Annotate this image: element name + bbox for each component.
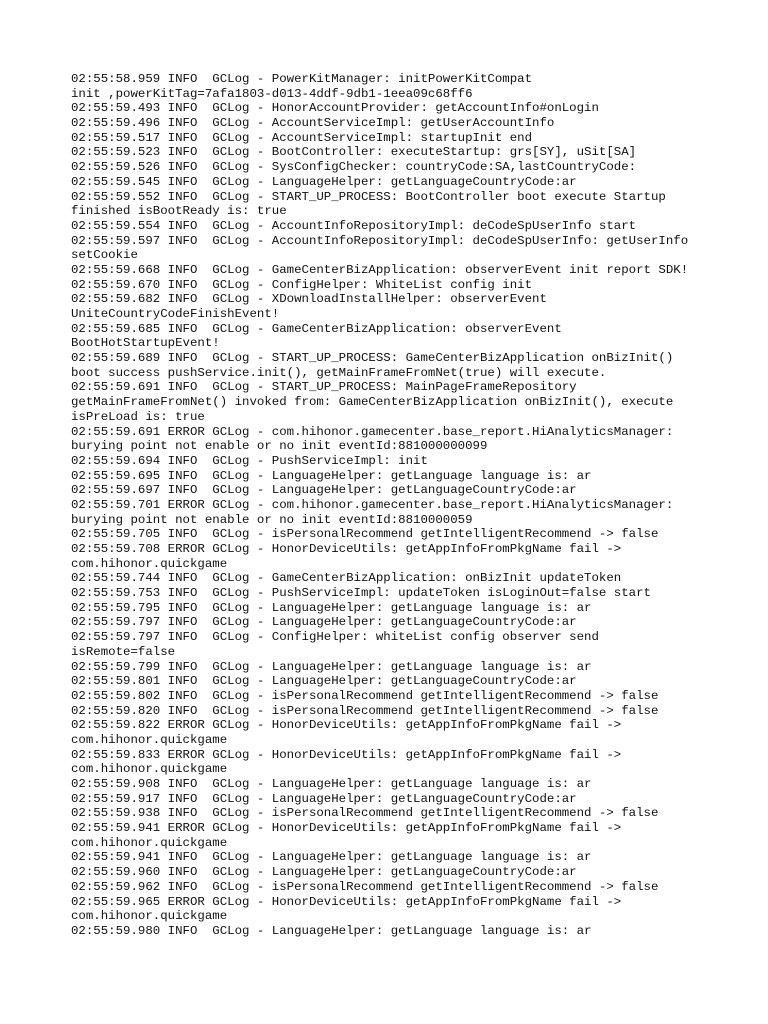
log-line: burying point not enable or no init eventId:8810000059 bbox=[71, 512, 473, 527]
log-line: getMainFrameFromNet() invoked from: GameCenterBizApplication onBizInit(), execute bbox=[71, 395, 674, 410]
log-line: setCookie bbox=[71, 248, 138, 263]
log-line: com.hihonor.quickgame bbox=[71, 835, 228, 850]
log-line: UniteCountryCodeFinishEvent! bbox=[71, 307, 280, 321]
log-line: 02:55:59.691 ERROR GCLog - com.hihonor.gamecenter.base_report.HiAnalyticsManager: bbox=[71, 424, 674, 439]
log-line: com.hihonor.quickgame bbox=[71, 909, 228, 924]
log-line: isRemote=false bbox=[71, 644, 176, 659]
log-line: 02:55:59.960 INFO GCLog - LanguageHelper: getLanguageCountryCode:ar bbox=[71, 865, 577, 880]
log-line: 02:55:59.820 INFO GCLog - isPersonalRecommend getIntelligentRecommend -> false bbox=[71, 703, 659, 718]
log-line: com.hihonor.quickgame bbox=[71, 762, 228, 777]
log-line: 02:55:59.691 INFO GCLog - START_UP_PROCESS: MainPageFrameRepository bbox=[71, 380, 577, 395]
log-line: 02:55:59.517 INFO GCLog - AccountServiceImpl: startupInit end bbox=[71, 130, 533, 145]
log-line: 02:55:59.552 INFO GCLog - START_UP_PROCESS: BootController boot execute Startup bbox=[71, 189, 666, 204]
log-line: 02:55:59.526 INFO GCLog - SysConfigChecker: countryCode:SA,lastCountryCode: bbox=[71, 160, 637, 175]
log-line: com.hihonor.quickgame bbox=[71, 732, 228, 747]
log-line: 02:55:59.917 INFO GCLog - LanguageHelper: getLanguageCountryCode:ar bbox=[71, 791, 577, 806]
log-line: 02:55:59.799 INFO GCLog - LanguageHelper: getLanguage language is: ar bbox=[71, 659, 592, 674]
log-text-block bbox=[71, 72, 731, 939]
log-line: 02:55:59.941 INFO GCLog - LanguageHelper: getLanguage language is: ar bbox=[71, 850, 592, 865]
log-line: 02:55:59.689 INFO GCLog - START_UP_PROCESS: GameCenterBizApplication onBizInit() bbox=[71, 351, 674, 366]
log-line: finished isBootReady is: true bbox=[71, 204, 287, 219]
log-line: 02:55:59.801 INFO GCLog - LanguageHelper: getLanguageCountryCode:ar bbox=[71, 674, 577, 689]
log-line: 02:55:59.938 INFO GCLog - isPersonalRecommend getIntelligentRecommend -> false bbox=[71, 806, 659, 821]
log-line: 02:55:59.668 INFO GCLog - GameCenterBizApplication: observerEvent init report SDK! bbox=[71, 262, 689, 277]
log-line: 02:55:59.694 INFO GCLog - PushServiceImpl: init bbox=[71, 453, 428, 468]
log-line: BootHotStartupEvent! bbox=[71, 336, 220, 351]
log-line: 02:55:59.822 ERROR GCLog - HonorDeviceUtils: getAppInfoFromPkgName fail -> bbox=[71, 718, 622, 733]
log-line: 02:55:59.597 INFO GCLog - AccountInfoRepositoryImpl: deCodeSpUserInfo: getUserInfo bbox=[71, 233, 689, 248]
log-line: 02:55:59.965 ERROR GCLog - HonorDeviceUtils: getAppInfoFromPkgName fail -> bbox=[71, 894, 622, 909]
log-line: 02:55:59.908 INFO GCLog - LanguageHelper: getLanguage language is: ar bbox=[71, 777, 592, 791]
log-line: 02:55:59.980 INFO GCLog - LanguageHelper: getLanguage language is: ar bbox=[71, 923, 592, 938]
log-line: 02:55:59.493 INFO GCLog - HonorAccountProvider: getAccountInfo#onLogin bbox=[71, 101, 599, 116]
log-line: com.hihonor.quickgame bbox=[71, 556, 228, 571]
log-line: 02:55:59.670 INFO GCLog - ConfigHelper: WhiteList config init bbox=[71, 277, 533, 292]
log-line: 02:55:59.797 INFO GCLog - ConfigHelper: whiteList config observer send bbox=[71, 630, 599, 645]
log-line: 02:55:59.708 ERROR GCLog - HonorDeviceUtils: getAppInfoFromPkgName fail -> bbox=[71, 542, 622, 556]
log-line: init ,powerKitTag=7afa1803-d013-4ddf-9db1-1eea09c68ff6 bbox=[71, 86, 473, 101]
log-line: 02:55:59.701 ERROR GCLog - com.hihonor.gamecenter.base_report.HiAnalyticsManager: bbox=[71, 497, 674, 512]
log-line: 02:55:59.962 INFO GCLog - isPersonalRecommend getIntelligentRecommend -> false bbox=[71, 879, 659, 894]
log-line: 02:55:58.959 INFO GCLog - PowerKitManager: initPowerKitCompat bbox=[71, 72, 533, 86]
log-line: 02:55:59.695 INFO GCLog - LanguageHelper: getLanguage language is: ar bbox=[71, 468, 592, 483]
log-line: 02:55:59.795 INFO GCLog - LanguageHelper: getLanguage language is: ar bbox=[71, 600, 592, 615]
log-line: isPreLoad is: true bbox=[71, 409, 205, 424]
log-line: 02:55:59.797 INFO GCLog - LanguageHelper: getLanguageCountryCode:ar bbox=[71, 615, 577, 630]
log-line: 02:55:59.753 INFO GCLog - PushServiceImpl: updateToken isLoginOut=false start bbox=[71, 586, 651, 601]
log-line: boot success pushService.init(), getMainFrameFromNet(true) will execute. bbox=[71, 365, 607, 380]
log-line: 02:55:59.496 INFO GCLog - AccountServiceImpl: getUserAccountInfo bbox=[71, 116, 555, 131]
log-line: 02:55:59.833 ERROR GCLog - HonorDeviceUtils: getAppInfoFromPkgName fail -> bbox=[71, 747, 622, 762]
log-line: 02:55:59.685 INFO GCLog - GameCenterBizApplication: observerEvent bbox=[71, 321, 562, 336]
log-line: 02:55:59.682 INFO GCLog - XDownloadInstallHelper: observerEvent bbox=[71, 292, 547, 307]
log-line: 02:55:59.802 INFO GCLog - isPersonalRecommend getIntelligentRecommend -> false bbox=[71, 688, 659, 703]
log-line: 02:55:59.545 INFO GCLog - LanguageHelper: getLanguageCountryCode:ar bbox=[71, 174, 577, 189]
log-line: 02:55:59.554 INFO GCLog - AccountInfoRepositoryImpl: deCodeSpUserInfo start bbox=[71, 218, 637, 233]
log-line: 02:55:59.941 ERROR GCLog - HonorDeviceUtils: getAppInfoFromPkgName fail -> bbox=[71, 821, 622, 836]
log-line: 02:55:59.705 INFO GCLog - isPersonalRecommend getIntelligentRecommend -> false bbox=[71, 527, 659, 542]
log-line: 02:55:59.744 INFO GCLog - GameCenterBizApplication: onBizInit updateToken bbox=[71, 571, 622, 586]
log-line: 02:55:59.523 INFO GCLog - BootController: executeStartup: grs[SY], uSit[SA] bbox=[71, 145, 637, 160]
log-line: 02:55:59.697 INFO GCLog - LanguageHelper: getLanguageCountryCode:ar bbox=[71, 483, 577, 498]
log-line: burying point not enable or no init eventId:881000000099 bbox=[71, 439, 488, 454]
